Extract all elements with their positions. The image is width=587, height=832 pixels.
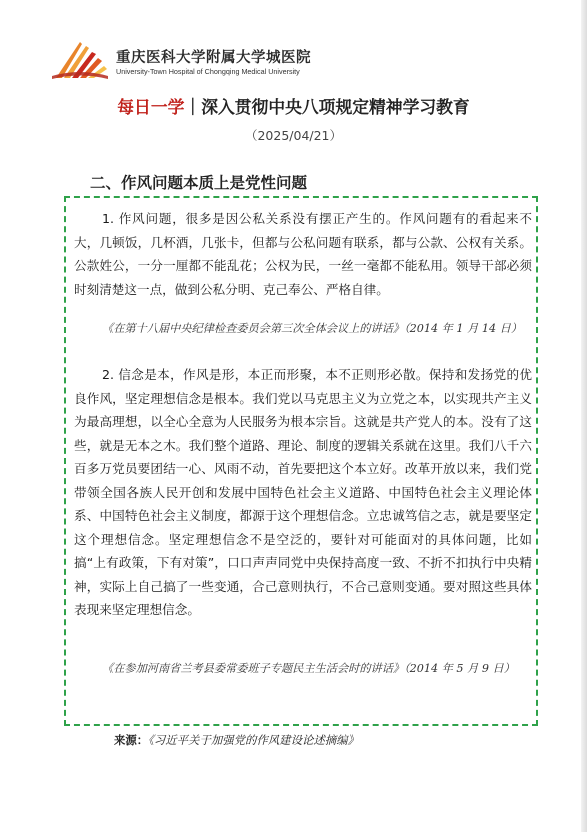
hospital-logo-icon — [52, 38, 108, 80]
headline-prefix: 每日一学 — [117, 97, 185, 117]
paragraph-2-text: 2. 信念是本，作风是形，本正而形聚，本不正则形必散。保持和发扬党的优良作风，坚定理想信念是根本。我们党以马克思主义为立党之本，以实现共产主义为最高理想，以全心全意为人民服务为根本宗旨。这就是共产党人的本。没有了这些，就是无本之木。我们整个道路、理论、制度的逻辑关系就在这里。我们八千六百多万党员要团结一心、风雨不动，首先要把这个本立好。改革开放以来，我们党带领全国各族人民开创和发展中国特色社会主义道路、中国特色社会主义理论体系、中国特色社会主义制度，都源于这个理想信念。立忠诚笃信之志，就是要坚定这个理想信念。坚定理想信念不是空泛的，要针对可能面对的具体问题，比如搞“上有政策，下有对策”，口口声声同党中央保持高度一致、不折不扣执行中央精神，实际上自己搞了一些变通，合己意则执行，不合己意则变通。要对照这些具体表现来坚定理想信念。 — [74, 367, 532, 617]
citation-2-text: 《在参加河南省兰考县委常委班子专题民主生活会时的讲话》（2014 年 5 月 9 日） — [102, 662, 515, 675]
headline-separator: ｜ — [184, 97, 202, 117]
citation-1-text: 《在第十八届中央纪律检查委员会第三次全体会议上的讲话》（2014 年 1 月 14 日） — [102, 322, 523, 335]
headline-main: 深入贯彻中央八项规定精神学习教育 — [201, 97, 470, 117]
hospital-name: 重庆医科大学附属大学城医院 — [116, 49, 311, 66]
citation-1 — [74, 317, 532, 341]
publish-date: （2025/04/21） — [244, 128, 343, 143]
section-title: 二、作风问题本质上是党性问题 — [90, 174, 308, 192]
paragraph-1 — [74, 207, 532, 301]
page-headline — [0, 94, 587, 118]
source-line — [114, 732, 359, 748]
source-label: 来源： — [114, 733, 149, 747]
page-edge — [581, 0, 587, 832]
citation-2 — [74, 657, 532, 681]
hospital-english-name: University-Town Hospital of Chongqing Medical University — [116, 67, 300, 76]
paragraph-1-text: 1. 作风问题，很多是因公私关系没有摆正产生的。作风问题有的看起来不大，几顿饭，几杯酒，几张卡，但都与公私问题有联系，都与公款、公权有关系。公款姓公，一分一厘都不能乱花；公权为民，一丝一毫都不能私用。领导干部必须时刻清楚这一点，做到公私分明、克己奉公、严格自律。 — [74, 211, 532, 297]
source-book: 《习近平关于加强党的作风建设论述摘编》 — [148, 733, 359, 747]
paragraph-2 — [74, 363, 532, 622]
